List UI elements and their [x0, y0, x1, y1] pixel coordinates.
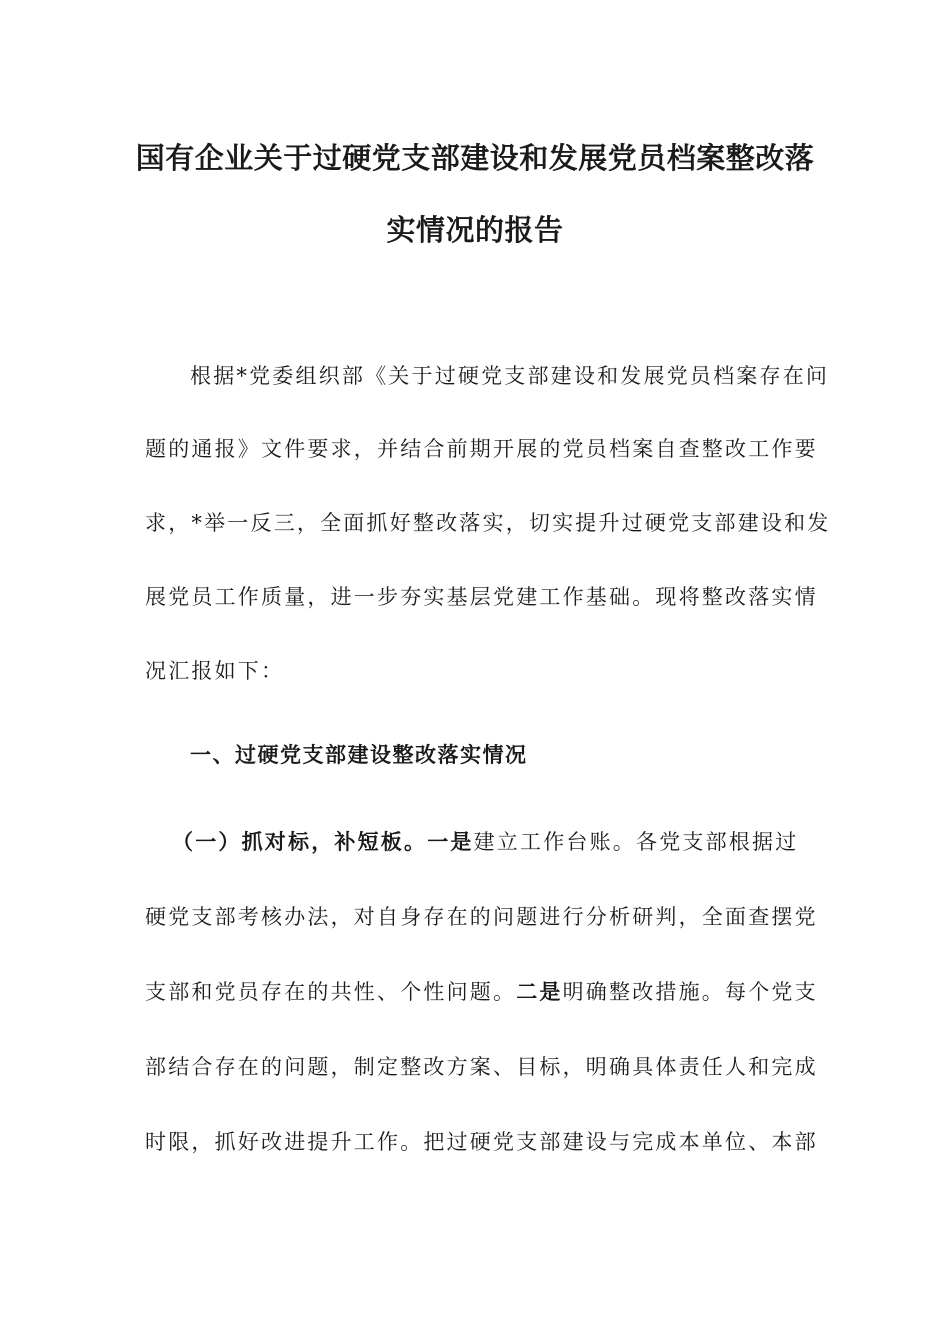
intro-line-4: 展党员工作质量，进一步夯实基层党建工作基础。现将整改落实情: [145, 585, 818, 609]
paragraph-1-line-1: [172, 827, 805, 857]
paragraph-1-line-1-text: 建立工作台账。各党支部根据过: [473, 830, 799, 854]
paragraph-1-lead-bold: （一）抓对标，补短板。一是: [172, 829, 474, 854]
document-title-line-2: 实情况的报告: [386, 213, 564, 247]
paragraph-1-line-4: 部结合存在的问题，制定整改方案、目标，明确具体责任人和完成: [145, 1055, 818, 1079]
paragraph-1-line-2: 硬党支部考核办法，对自身存在的问题进行分析研判，全面查摆党: [145, 905, 818, 929]
paragraph-1-line-3-text-b: 明确整改措施。每个党支: [562, 980, 818, 1004]
paragraph-1-line-3: [145, 977, 818, 1007]
intro-line-1: 根据*党委组织部《关于过硬党支部建设和发展党员档案存在问: [190, 364, 830, 388]
section-1-heading: 一、过硬党支部建设整改落实情况: [190, 742, 528, 767]
paragraph-1-second-bold: 二是: [516, 979, 563, 1004]
intro-line-2: 题的通报》文件要求，并结合前期开展的党员档案自查整改工作要: [145, 437, 818, 461]
intro-line-5: 况汇报如下：: [145, 659, 285, 683]
intro-line-3: 求，*举一反三，全面抓好整改落实，切实提升过硬党支部建设和发: [145, 511, 831, 535]
document-title-line-1: 国有企业关于过硬党支部建设和发展党员档案整改落: [135, 141, 815, 175]
paragraph-1-line-3-text-a: 支部和党员存在的共性、个性问题。: [145, 980, 517, 1004]
paragraph-1-line-5: 时限，抓好改进提升工作。把过硬党支部建设与完成本单位、本部: [145, 1130, 818, 1154]
